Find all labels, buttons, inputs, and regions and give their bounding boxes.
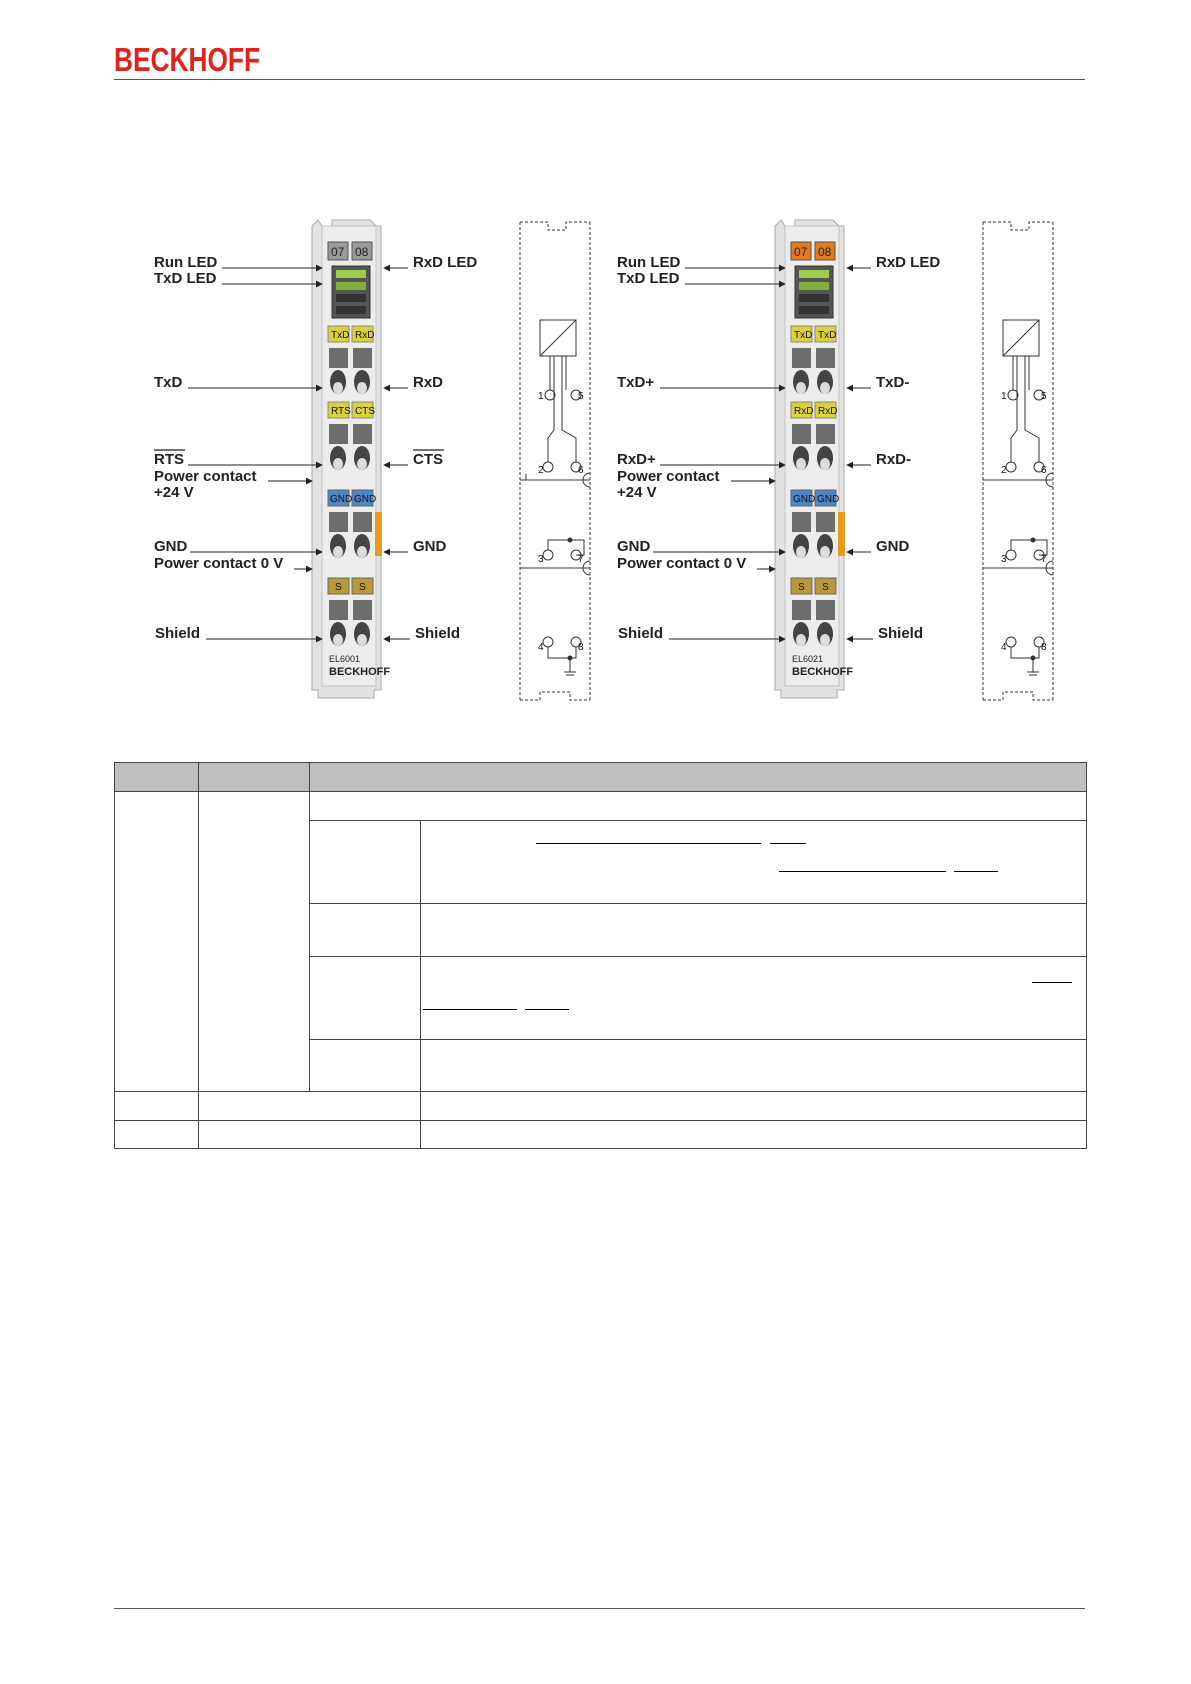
svg-text:GND: GND	[793, 494, 816, 505]
label-power-contact: Power contact	[617, 468, 720, 485]
link-underline	[536, 843, 761, 844]
label-txd-plus: TxD+	[617, 374, 655, 391]
label-rxd: RxD	[413, 374, 444, 391]
svg-text:RxD: RxD	[794, 406, 814, 417]
svg-text:8: 8	[578, 642, 584, 653]
table-cell	[198, 792, 309, 1092]
schematic-el6021	[983, 222, 1053, 700]
label-shield: Shield	[155, 625, 201, 642]
link-underline	[525, 1009, 569, 1010]
svg-text:BECKHOFF: BECKHOFF	[792, 666, 854, 678]
svg-text:2: 2	[538, 465, 544, 476]
terminal-connection-figure	[0, 0, 1191, 760]
label-txd-led: TxD LED	[617, 270, 680, 287]
svg-text:TxD: TxD	[818, 330, 837, 341]
label-power-contact-0v: Power contact 0 V	[154, 555, 284, 572]
label-shield-right: Shield	[415, 625, 461, 642]
link-underline	[770, 843, 806, 844]
label-rxd-led: RxD LED	[876, 254, 941, 271]
svg-text:TxD: TxD	[794, 330, 813, 341]
label-power-contact-0v: Power contact 0 V	[617, 555, 747, 572]
label-run-led: Run LED	[154, 254, 218, 271]
table-cell	[198, 1092, 420, 1121]
label-rxd-minus: RxD-	[876, 451, 912, 468]
terminal-el6001	[312, 220, 390, 698]
table-cell	[309, 1040, 420, 1092]
table-cell	[309, 904, 420, 957]
led-num-08: 08	[355, 245, 369, 259]
svg-text:GND: GND	[817, 494, 840, 505]
label-txd: TxD	[154, 374, 183, 391]
brand-label: BECKHOFF	[329, 666, 391, 678]
svg-text:1: 1	[1001, 391, 1007, 402]
svg-text:RxD: RxD	[818, 406, 838, 417]
table-cell	[420, 904, 1086, 957]
table-cell	[420, 821, 1086, 904]
led-num-08: 08	[818, 245, 832, 259]
footer-rule	[114, 1608, 1085, 1609]
label-txd-led: TxD LED	[154, 270, 217, 287]
table-cell	[420, 1092, 1086, 1121]
tag-gnd-2: GND	[354, 494, 377, 505]
svg-text:6: 6	[578, 465, 584, 476]
table-row	[115, 1092, 1087, 1121]
label-gnd-right: GND	[876, 538, 910, 555]
svg-text:7: 7	[1041, 554, 1047, 565]
table-cell	[115, 1121, 199, 1149]
label-cts: CTS	[413, 451, 443, 468]
svg-text:3: 3	[1001, 554, 1007, 565]
link-underline	[779, 871, 946, 872]
label-shield-right: Shield	[878, 625, 924, 642]
pin-numbers-el6001	[538, 391, 584, 653]
table-cell	[115, 1092, 199, 1121]
svg-text:1: 1	[538, 391, 544, 402]
tag-gnd-1: GND	[330, 494, 353, 505]
schematic-el6001	[520, 222, 590, 700]
table-cell	[420, 1040, 1086, 1092]
table-cell	[309, 792, 1086, 821]
pin-numbers-el6021	[1001, 391, 1047, 653]
tag-cts: CTS	[355, 406, 375, 417]
table-cell	[420, 957, 1086, 1040]
logo-text: BECKHOFF	[114, 41, 260, 78]
label-txd-minus: TxD-	[876, 374, 910, 391]
svg-text:6: 6	[1041, 465, 1047, 476]
header-cell-led	[115, 763, 199, 792]
table-cell	[420, 1121, 1086, 1149]
svg-text:8: 8	[1041, 642, 1047, 653]
tag-rxd: RxD	[355, 330, 375, 341]
table-cell	[309, 957, 420, 1040]
label-rxd-plus: RxD+	[617, 451, 656, 468]
model-label: EL6001	[329, 654, 361, 664]
label-gnd: GND	[617, 538, 651, 555]
tag-txd: TxD	[331, 330, 350, 341]
label-24v: +24 V	[154, 484, 194, 501]
link-underline	[423, 1009, 517, 1010]
link-underline	[954, 871, 998, 872]
svg-text:5: 5	[1041, 391, 1047, 402]
svg-text:2: 2	[1001, 465, 1007, 476]
svg-text:5: 5	[578, 391, 584, 402]
label-power-contact: Power contact	[154, 468, 257, 485]
terminal-el6021	[775, 220, 853, 698]
label-24v: +24 V	[617, 484, 657, 501]
label-run-led: Run LED	[617, 254, 681, 271]
table-cell	[309, 821, 420, 904]
led-description-table	[114, 762, 1087, 1149]
table-row	[115, 792, 1087, 821]
label-shield: Shield	[618, 625, 664, 642]
label-gnd-right: GND	[413, 538, 447, 555]
svg-text:EL6021: EL6021	[792, 654, 824, 664]
table-row	[115, 1121, 1087, 1149]
table-header-row	[115, 763, 1087, 792]
header-cell-color	[198, 763, 309, 792]
svg-text:4: 4	[538, 642, 544, 653]
link-underline	[1032, 982, 1072, 983]
label-rts: RTS	[154, 451, 184, 468]
svg-text:S: S	[822, 582, 829, 593]
tag-rts: RTS	[331, 406, 351, 417]
table-cell	[115, 792, 199, 1092]
led-num-07: 07	[331, 245, 345, 259]
header-cell-meaning	[309, 763, 1086, 792]
tag-s-2: S	[359, 582, 366, 593]
tag-s-1: S	[335, 582, 342, 593]
label-rxd-led: RxD LED	[413, 254, 478, 271]
label-gnd: GND	[154, 538, 188, 555]
svg-text:4: 4	[1001, 642, 1007, 653]
svg-text:7: 7	[578, 554, 584, 565]
svg-text:3: 3	[538, 554, 544, 565]
led-num-07: 07	[794, 245, 808, 259]
svg-text:S: S	[798, 582, 805, 593]
table-cell	[198, 1121, 420, 1149]
